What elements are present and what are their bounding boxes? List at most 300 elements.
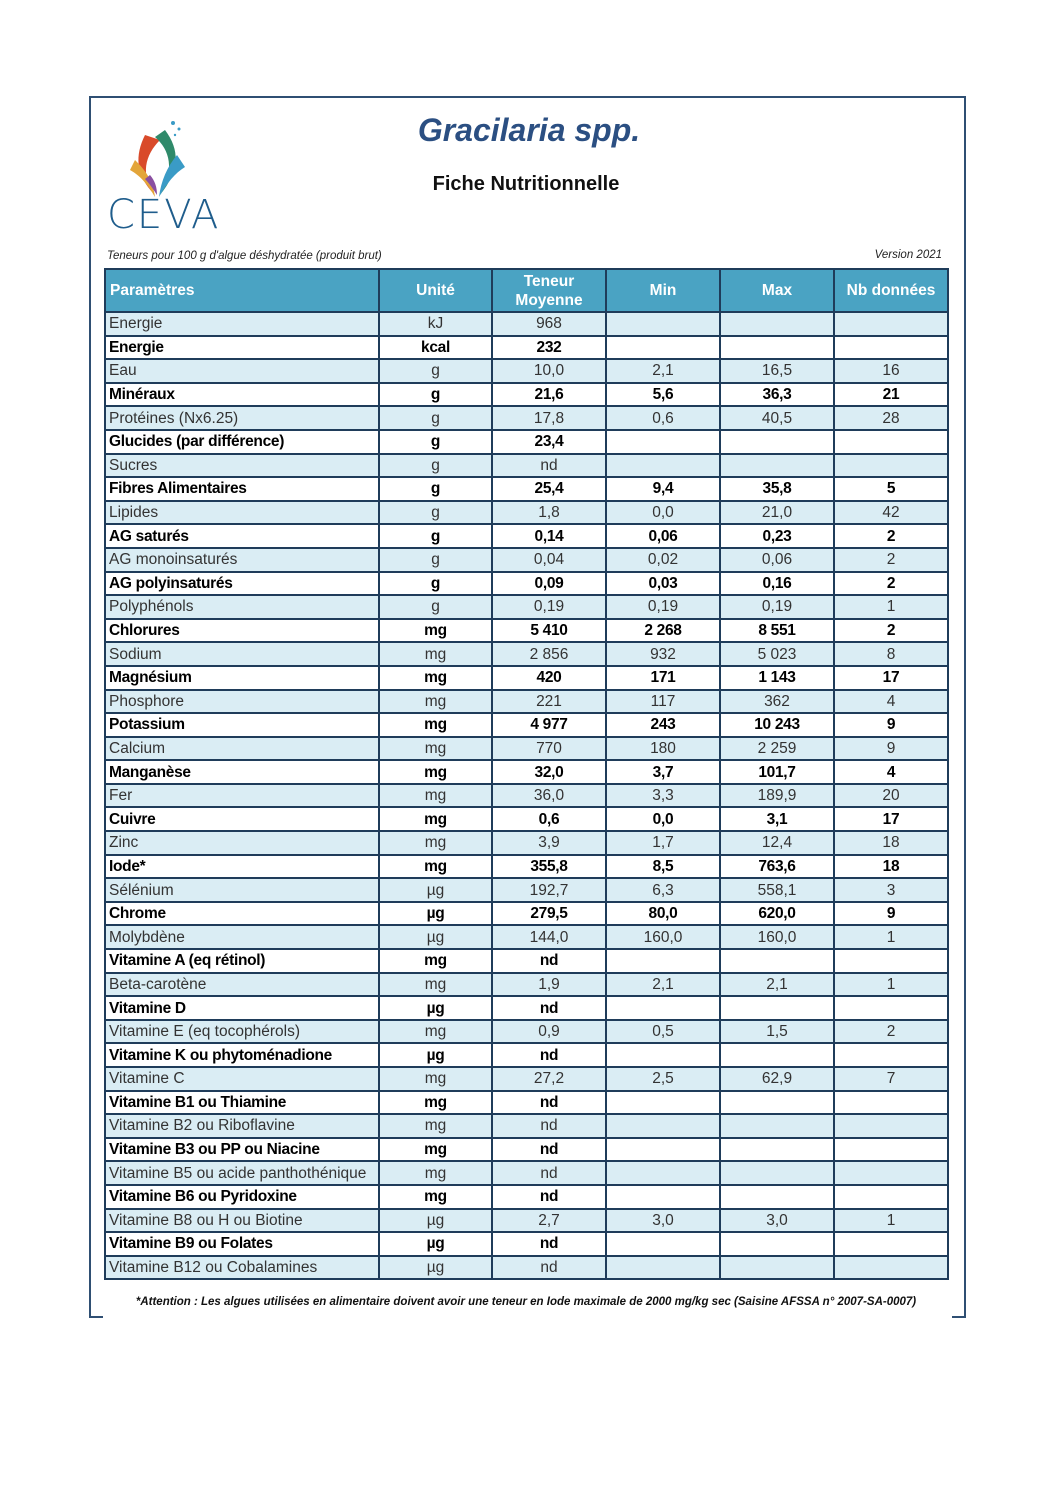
table-row — [105, 690, 948, 714]
table-row — [105, 784, 948, 808]
cell-max — [720, 454, 834, 478]
cell-mean: nd — [492, 1185, 606, 1209]
cell-min: 6,3 — [606, 878, 720, 902]
header-nb: Nb données — [834, 269, 948, 312]
cell-mean: 279,5 — [492, 902, 606, 926]
cell-max — [720, 1232, 834, 1256]
cell-unit: g — [379, 359, 492, 383]
cell-param: Lipides — [105, 501, 379, 525]
cell-unit: mg — [379, 784, 492, 808]
table-row — [105, 807, 948, 831]
cell-min: 2,1 — [606, 973, 720, 997]
cell-min — [606, 1185, 720, 1209]
cell-mean: 968 — [492, 312, 606, 336]
cell-max: 0,06 — [720, 548, 834, 572]
cell-min: 932 — [606, 642, 720, 666]
frame-corner-left — [89, 1316, 103, 1318]
cell-max: 189,9 — [720, 784, 834, 808]
cell-mean: 5 410 — [492, 619, 606, 643]
cell-param: Sodium — [105, 642, 379, 666]
cell-param: Magnésium — [105, 666, 379, 690]
cell-unit: mg — [379, 642, 492, 666]
logo-text: CEVA — [107, 192, 221, 238]
cell-min: 0,02 — [606, 548, 720, 572]
cell-max: 0,16 — [720, 572, 834, 596]
cell-param: Polyphénols — [105, 595, 379, 619]
cell-min: 0,0 — [606, 807, 720, 831]
cell-unit: mg — [379, 713, 492, 737]
cell-mean: nd — [492, 1138, 606, 1162]
cell-unit: g — [379, 572, 492, 596]
cell-min: 3,3 — [606, 784, 720, 808]
cell-mean: 770 — [492, 737, 606, 761]
cell-min — [606, 1232, 720, 1256]
cell-mean: 32,0 — [492, 760, 606, 784]
cell-min — [606, 336, 720, 360]
cell-param: Minéraux — [105, 383, 379, 407]
cell-min — [606, 454, 720, 478]
cell-nb: 17 — [834, 807, 948, 831]
cell-mean: 0,09 — [492, 572, 606, 596]
cell-min: 0,0 — [606, 501, 720, 525]
cell-unit: mg — [379, 760, 492, 784]
cell-nb — [834, 454, 948, 478]
cell-nb — [834, 1043, 948, 1067]
table-row — [105, 619, 948, 643]
cell-param: Phosphore — [105, 690, 379, 714]
cell-param: Chrome — [105, 902, 379, 926]
cell-param: Chlorures — [105, 619, 379, 643]
cell-param: AG saturés — [105, 524, 379, 548]
cell-min — [606, 996, 720, 1020]
cell-mean: 2,7 — [492, 1209, 606, 1233]
page-title: Gracilaria spp. — [417, 112, 641, 148]
cell-mean: nd — [492, 949, 606, 973]
cell-unit: g — [379, 383, 492, 407]
cell-unit: g — [379, 454, 492, 478]
cell-nb: 1 — [834, 1209, 948, 1233]
cell-unit: g — [379, 524, 492, 548]
nutrition-table — [104, 268, 949, 1280]
cell-nb — [834, 1091, 948, 1115]
cell-min — [606, 1256, 720, 1280]
table-row — [105, 1138, 948, 1162]
cell-max — [720, 312, 834, 336]
table-row — [105, 1185, 948, 1209]
cell-nb: 1 — [834, 925, 948, 949]
cell-param: Sélénium — [105, 878, 379, 902]
cell-min: 2 268 — [606, 619, 720, 643]
cell-nb: 21 — [834, 383, 948, 407]
cell-max: 35,8 — [720, 477, 834, 501]
table-row — [105, 949, 948, 973]
page-subtitle: Fiche Nutritionnelle — [432, 173, 620, 195]
cell-unit: mg — [379, 737, 492, 761]
cell-mean: 0,14 — [492, 524, 606, 548]
cell-max: 3,0 — [720, 1209, 834, 1233]
cell-min — [606, 312, 720, 336]
cell-nb: 4 — [834, 690, 948, 714]
cell-unit: g — [379, 595, 492, 619]
table-row — [105, 572, 948, 596]
cell-unit: mg — [379, 1138, 492, 1162]
cell-mean: 3,9 — [492, 831, 606, 855]
cell-nb: 2 — [834, 1020, 948, 1044]
cell-min — [606, 949, 720, 973]
cell-nb: 5 — [834, 477, 948, 501]
table-row — [105, 359, 948, 383]
cell-min: 1,7 — [606, 831, 720, 855]
cell-min: 80,0 — [606, 902, 720, 926]
cell-param: Vitamine D — [105, 996, 379, 1020]
cell-param: Fer — [105, 784, 379, 808]
cell-mean: 4 977 — [492, 713, 606, 737]
cell-param: Beta-carotène — [105, 973, 379, 997]
cell-unit: kJ — [379, 312, 492, 336]
cell-param: Manganèse — [105, 760, 379, 784]
cell-max: 2 259 — [720, 737, 834, 761]
table-row — [105, 760, 948, 784]
version-label: Version 2021 — [874, 249, 942, 261]
content-note: Teneurs pour 100 g d'algue déshydratée (produit brut) — [107, 250, 382, 262]
cell-param: Vitamine B3 ou PP ou Niacine — [105, 1138, 379, 1162]
cell-min: 243 — [606, 713, 720, 737]
cell-mean: nd — [492, 454, 606, 478]
cell-param: Vitamine B5 ou acide panthothénique — [105, 1161, 379, 1185]
cell-mean: 21,6 — [492, 383, 606, 407]
cell-param: AG monoinsaturés — [105, 548, 379, 572]
cell-nb: 2 — [834, 572, 948, 596]
cell-param: Vitamine E (eq tocophérols) — [105, 1020, 379, 1044]
cell-param: Energie — [105, 336, 379, 360]
cell-max: 101,7 — [720, 760, 834, 784]
cell-param: Vitamine B2 ou Riboflavine — [105, 1114, 379, 1138]
cell-min: 2,1 — [606, 359, 720, 383]
cell-max: 2,1 — [720, 973, 834, 997]
cell-max — [720, 996, 834, 1020]
cell-nb: 2 — [834, 524, 948, 548]
cell-nb — [834, 336, 948, 360]
cell-nb — [834, 949, 948, 973]
cell-param: Energie — [105, 312, 379, 336]
cell-mean: 221 — [492, 690, 606, 714]
cell-min: 9,4 — [606, 477, 720, 501]
cell-mean: nd — [492, 1161, 606, 1185]
header-param: Paramètres — [105, 269, 379, 312]
table-row — [105, 477, 948, 501]
cell-nb: 18 — [834, 855, 948, 879]
cell-unit: mg — [379, 1091, 492, 1115]
cell-mean: 1,9 — [492, 973, 606, 997]
table-row — [105, 831, 948, 855]
cell-param: AG polyinsaturés — [105, 572, 379, 596]
cell-max: 10 243 — [720, 713, 834, 737]
cell-unit: µg — [379, 902, 492, 926]
cell-nb — [834, 1138, 948, 1162]
cell-max: 558,1 — [720, 878, 834, 902]
cell-max: 1 143 — [720, 666, 834, 690]
cell-mean: 23,4 — [492, 430, 606, 454]
table-row — [105, 666, 948, 690]
cell-mean: 1,8 — [492, 501, 606, 525]
cell-min — [606, 1114, 720, 1138]
cell-mean: nd — [492, 1256, 606, 1280]
cell-min: 117 — [606, 690, 720, 714]
cell-nb: 17 — [834, 666, 948, 690]
cell-nb — [834, 1232, 948, 1256]
cell-nb: 2 — [834, 548, 948, 572]
cell-param: Glucides (par différence) — [105, 430, 379, 454]
cell-unit: mg — [379, 973, 492, 997]
cell-nb: 4 — [834, 760, 948, 784]
cell-unit: mg — [379, 1185, 492, 1209]
cell-nb — [834, 430, 948, 454]
cell-min: 3,7 — [606, 760, 720, 784]
cell-max: 3,1 — [720, 807, 834, 831]
cell-max: 8 551 — [720, 619, 834, 643]
table-row — [105, 855, 948, 879]
cell-max: 1,5 — [720, 1020, 834, 1044]
table-row — [105, 1209, 948, 1233]
cell-param: Vitamine C — [105, 1067, 379, 1091]
cell-max: 12,4 — [720, 831, 834, 855]
cell-unit: mg — [379, 619, 492, 643]
cell-nb: 9 — [834, 737, 948, 761]
table-row — [105, 430, 948, 454]
cell-unit: g — [379, 477, 492, 501]
cell-param: Sucres — [105, 454, 379, 478]
table-body — [105, 312, 948, 1279]
footnote: *Attention : Les algues utilisées en alimentaire doivent avoir une teneur en Iode maximale de 2000 mg/kg sec (Saisine AFSSA n° 2007-SA-0007) — [135, 1296, 917, 1308]
cell-mean: 144,0 — [492, 925, 606, 949]
table-row — [105, 1043, 948, 1067]
cell-unit: mg — [379, 666, 492, 690]
table-row — [105, 737, 948, 761]
table-row — [105, 501, 948, 525]
cell-nb — [834, 996, 948, 1020]
cell-unit: mg — [379, 1161, 492, 1185]
cell-unit: mg — [379, 831, 492, 855]
cell-mean: nd — [492, 1114, 606, 1138]
cell-nb: 3 — [834, 878, 948, 902]
cell-param: Fibres Alimentaires — [105, 477, 379, 501]
cell-nb: 16 — [834, 359, 948, 383]
table-row — [105, 1232, 948, 1256]
cell-unit: g — [379, 548, 492, 572]
cell-min: 0,5 — [606, 1020, 720, 1044]
cell-nb: 1 — [834, 973, 948, 997]
cell-unit: µg — [379, 1256, 492, 1280]
table-row — [105, 383, 948, 407]
cell-param: Zinc — [105, 831, 379, 855]
cell-min — [606, 1138, 720, 1162]
cell-nb: 18 — [834, 831, 948, 855]
cell-unit: g — [379, 501, 492, 525]
cell-unit: g — [379, 406, 492, 430]
cell-param: Vitamine K ou phytoménadione — [105, 1043, 379, 1067]
frame-corner-right — [952, 1316, 966, 1318]
cell-min: 2,5 — [606, 1067, 720, 1091]
cell-nb: 2 — [834, 619, 948, 643]
cell-nb: 7 — [834, 1067, 948, 1091]
cell-unit: µg — [379, 1232, 492, 1256]
cell-unit: kcal — [379, 336, 492, 360]
cell-min: 8,5 — [606, 855, 720, 879]
cell-max: 16,5 — [720, 359, 834, 383]
cell-min: 0,06 — [606, 524, 720, 548]
cell-nb: 20 — [834, 784, 948, 808]
cell-param: Cuivre — [105, 807, 379, 831]
table-row — [105, 454, 948, 478]
cell-mean: 36,0 — [492, 784, 606, 808]
cell-max: 21,0 — [720, 501, 834, 525]
table-row — [105, 996, 948, 1020]
cell-unit: g — [379, 430, 492, 454]
cell-max: 0,19 — [720, 595, 834, 619]
cell-max — [720, 1043, 834, 1067]
cell-max — [720, 1114, 834, 1138]
cell-nb: 28 — [834, 406, 948, 430]
table-row — [105, 336, 948, 360]
cell-max — [720, 1185, 834, 1209]
cell-mean: 25,4 — [492, 477, 606, 501]
cell-unit: µg — [379, 996, 492, 1020]
cell-param: Molybdène — [105, 925, 379, 949]
cell-param: Vitamine B12 ou Cobalamines — [105, 1256, 379, 1280]
table-row — [105, 713, 948, 737]
cell-unit: mg — [379, 949, 492, 973]
cell-unit: µg — [379, 1043, 492, 1067]
cell-nb: 9 — [834, 713, 948, 737]
cell-param: Vitamine B6 ou Pyridoxine — [105, 1185, 379, 1209]
cell-max — [720, 949, 834, 973]
cell-max: 160,0 — [720, 925, 834, 949]
table-row — [105, 524, 948, 548]
cell-nb: 9 — [834, 902, 948, 926]
cell-unit: mg — [379, 1114, 492, 1138]
cell-mean: 0,9 — [492, 1020, 606, 1044]
cell-max — [720, 1091, 834, 1115]
cell-max: 0,23 — [720, 524, 834, 548]
cell-param: Eau — [105, 359, 379, 383]
table-row — [105, 1161, 948, 1185]
cell-mean: 2 856 — [492, 642, 606, 666]
cell-mean: 232 — [492, 336, 606, 360]
cell-mean: 10,0 — [492, 359, 606, 383]
table-row — [105, 312, 948, 336]
cell-param: Calcium — [105, 737, 379, 761]
cell-max — [720, 1161, 834, 1185]
cell-min: 160,0 — [606, 925, 720, 949]
cell-unit: µg — [379, 925, 492, 949]
header-mean: Teneur Moyenne — [492, 269, 606, 312]
cell-mean: 192,7 — [492, 878, 606, 902]
cell-unit: mg — [379, 690, 492, 714]
cell-min — [606, 1161, 720, 1185]
cell-mean: nd — [492, 1043, 606, 1067]
table-row — [105, 548, 948, 572]
cell-unit: mg — [379, 807, 492, 831]
table-row — [105, 973, 948, 997]
header-unit: Unité — [379, 269, 492, 312]
cell-mean: 0,19 — [492, 595, 606, 619]
table-row — [105, 1114, 948, 1138]
table-row — [105, 1256, 948, 1280]
cell-min — [606, 1091, 720, 1115]
cell-mean: 420 — [492, 666, 606, 690]
cell-mean: nd — [492, 1091, 606, 1115]
cell-mean: nd — [492, 1232, 606, 1256]
cell-unit: µg — [379, 878, 492, 902]
cell-min: 0,19 — [606, 595, 720, 619]
cell-unit: mg — [379, 855, 492, 879]
table-row — [105, 1067, 948, 1091]
cell-nb — [834, 1114, 948, 1138]
table-row — [105, 878, 948, 902]
header-min: Min — [606, 269, 720, 312]
cell-mean: 355,8 — [492, 855, 606, 879]
cell-nb — [834, 312, 948, 336]
cell-mean: nd — [492, 996, 606, 1020]
cell-max: 362 — [720, 690, 834, 714]
cell-max: 763,6 — [720, 855, 834, 879]
cell-unit: µg — [379, 1209, 492, 1233]
table-row — [105, 406, 948, 430]
cell-max — [720, 1256, 834, 1280]
cell-max — [720, 430, 834, 454]
cell-min: 0,03 — [606, 572, 720, 596]
cell-param: Vitamine B9 ou Folates — [105, 1232, 379, 1256]
cell-nb — [834, 1161, 948, 1185]
table-row — [105, 1020, 948, 1044]
cell-max: 62,9 — [720, 1067, 834, 1091]
table-row — [105, 1091, 948, 1115]
cell-nb — [834, 1256, 948, 1280]
cell-max: 40,5 — [720, 406, 834, 430]
cell-unit: mg — [379, 1020, 492, 1044]
cell-max: 36,3 — [720, 383, 834, 407]
cell-max: 620,0 — [720, 902, 834, 926]
table-header-row — [105, 269, 948, 312]
cell-nb: 1 — [834, 595, 948, 619]
cell-param: Vitamine B1 ou Thiamine — [105, 1091, 379, 1115]
table-row — [105, 902, 948, 926]
cell-param: Vitamine B8 ou H ou Biotine — [105, 1209, 379, 1233]
cell-param: Potassium — [105, 713, 379, 737]
cell-max: 5 023 — [720, 642, 834, 666]
cell-max — [720, 336, 834, 360]
cell-param: Iode* — [105, 855, 379, 879]
cell-max — [720, 1138, 834, 1162]
cell-min: 0,6 — [606, 406, 720, 430]
cell-unit: mg — [379, 1067, 492, 1091]
cell-nb: 42 — [834, 501, 948, 525]
cell-min: 180 — [606, 737, 720, 761]
table-row — [105, 595, 948, 619]
cell-mean: 27,2 — [492, 1067, 606, 1091]
cell-min: 171 — [606, 666, 720, 690]
cell-min: 5,6 — [606, 383, 720, 407]
table-row — [105, 925, 948, 949]
cell-param: Protéines (Nx6.25) — [105, 406, 379, 430]
header-max: Max — [720, 269, 834, 312]
table-row — [105, 642, 948, 666]
cell-min: 3,0 — [606, 1209, 720, 1233]
cell-mean: 0,6 — [492, 807, 606, 831]
cell-min — [606, 430, 720, 454]
cell-nb: 8 — [834, 642, 948, 666]
cell-nb — [834, 1185, 948, 1209]
